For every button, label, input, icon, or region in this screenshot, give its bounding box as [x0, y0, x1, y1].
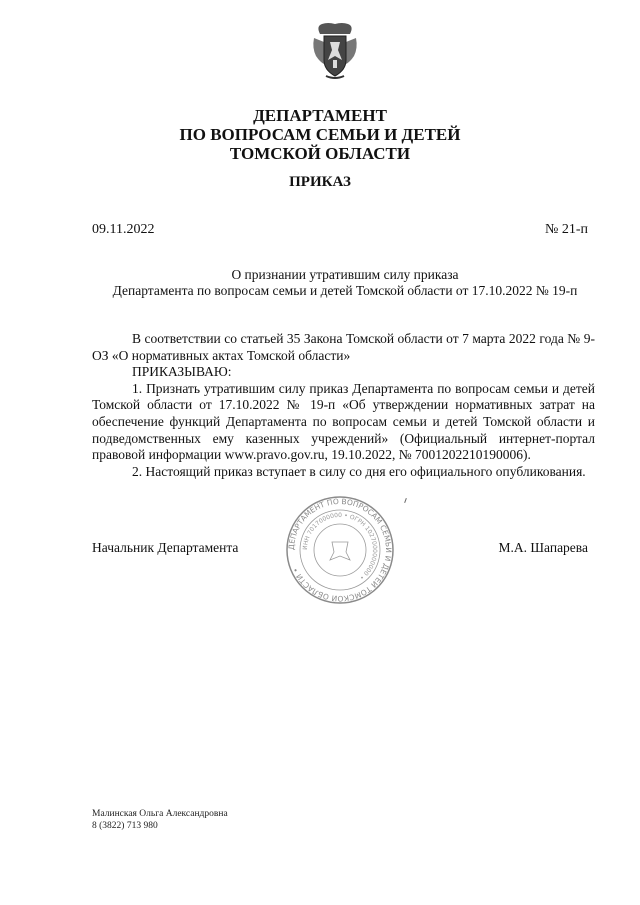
- order-number: № 21-п: [544, 222, 588, 237]
- order-date: 09.11.2022: [92, 222, 155, 237]
- signature-row: [92, 540, 588, 556]
- department-line-1: ДЕПАРТАМЕНТ: [253, 106, 387, 125]
- subject-line-1: О признании утратившим силу приказа: [231, 267, 459, 282]
- date-number-row: [92, 222, 588, 238]
- order-item-2: 2. Настоящий приказ вступает в силу со дня его официального опубликования.: [132, 463, 586, 479]
- signer-position: Начальник Департамента: [92, 540, 239, 555]
- executor-name: Малинская Ольга Александровна: [92, 809, 228, 819]
- pen-mark: [404, 498, 407, 503]
- coat-of-arms-icon: [310, 20, 360, 80]
- svg-text:ИНН 7017000000 • ОГРН 10270000: ИНН 7017000000 • ОГРН 1027000000000 •: [301, 511, 379, 581]
- subject-line-2: Департамента по вопросам семьи и детей Томской области от 17.10.2022 № 19-п: [112, 283, 578, 298]
- department-line-2: ПО ВОПРОСАМ СЕМЬИ И ДЕТЕЙ: [179, 125, 461, 144]
- executor-phone: 8 (3822) 713 980: [92, 821, 158, 831]
- signer-name: М.А. Шапарева: [498, 540, 588, 555]
- department-line-3: ТОМСКОЙ ОБЛАСТИ: [229, 144, 411, 163]
- order-item-1: 1. Признать утратившим силу приказ Департамента по вопросам семьи и детей Томской области от 17.10.2022 № 19-п «Об утверждении нормативных затрат на обеспечение функций Департамента по вопросам семьи и детей Томской области и подведомственных ему казенных учреждений» (Официальный интернет-портал правовой информации www.pravo.gov.ru, 19.10.2022, № 7001202210190006).: [92, 380, 595, 463]
- order-word: ПРИКАЗЫВАЮ:: [132, 364, 232, 380]
- order-subject: [60, 267, 630, 299]
- department-name: [0, 106, 640, 163]
- order-body: [92, 331, 595, 480]
- preamble: В соответствии со статьей 35 Закона Томской области от 7 марта 2022 года № 9-ОЗ «О нормативных актах Томской области»: [92, 331, 595, 363]
- doc-type-title: ПРИКАЗ: [289, 174, 351, 190]
- svg-text:ДЕПАРТАМЕНТ ПО ВОПРОСАМ СЕМЬИ: ДЕПАРТАМЕНТ ПО ВОПРОСАМ СЕМЬИ И ДЕТЕЙ ТОМСКОЙ ОБЛАСТИ •: [286, 496, 394, 604]
- executor-footer: [92, 808, 228, 832]
